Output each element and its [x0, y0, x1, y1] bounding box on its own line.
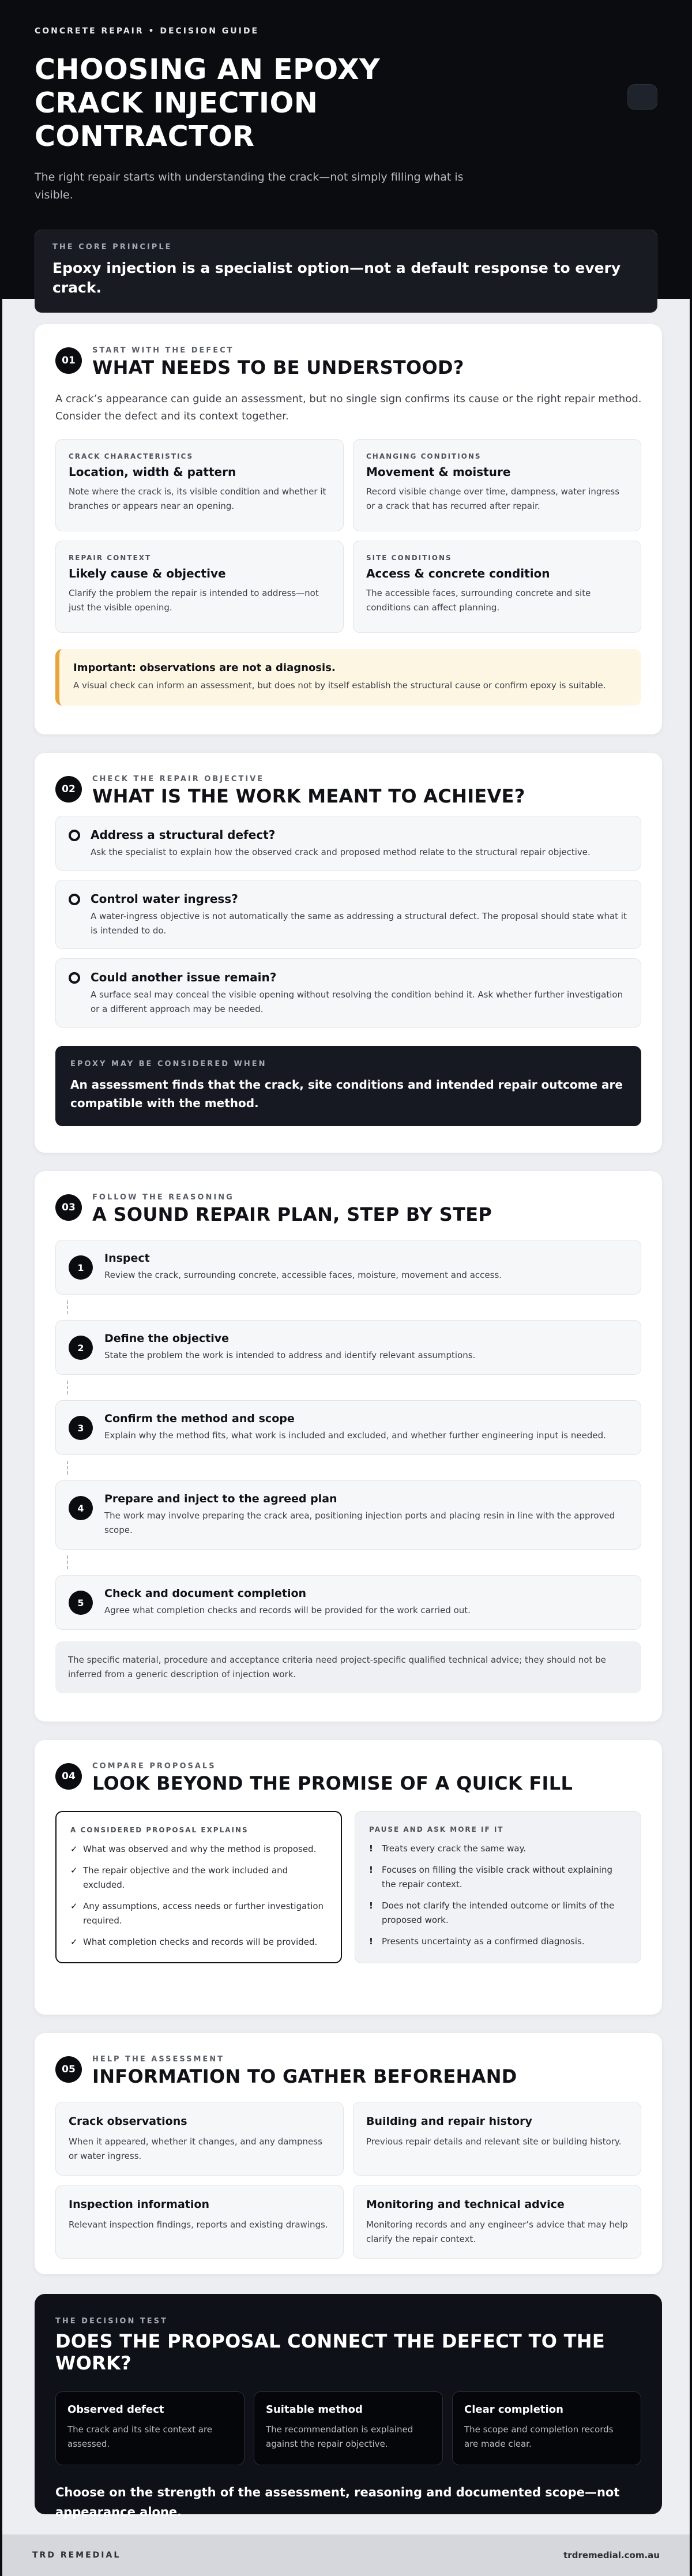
tile-title: Movement & moisture [366, 465, 511, 479]
info-text: Previous repair details and relevant site or building history. [366, 2136, 622, 2147]
step-text: Review the crack, surrounding concrete, accessible faces, moisture, movement and access. [104, 1270, 502, 1280]
core-principle-label: THE CORE PRINCIPLE [52, 243, 172, 252]
tile-changing-conditions [353, 439, 641, 531]
objective-title: Control water ingress? [91, 892, 238, 906]
step-prepare-inject [55, 1480, 641, 1550]
step-number: 1 [69, 1255, 93, 1280]
exclamation-icon: ! [369, 1900, 373, 1911]
decision-tile-text: The recommendation is explained against the repair objective. [266, 2424, 413, 2449]
list-item-text: Focuses on filling the visible crack without explaining the repair context. [382, 1865, 613, 1889]
step-title: Check and document completion [104, 1587, 307, 1600]
tile-eyebrow: CRACK CHARACTERISTICS [69, 452, 194, 460]
decision-eyebrow: THE DECISION TEST [55, 2317, 168, 2326]
notice-text: A visual check can inform an assessment, but does not by itself establish the structural cause or confirm epoxy is suitable. [73, 680, 606, 691]
hero-lead: The right repair starts with understanding the crack—not simply filling what is visible. [35, 171, 464, 201]
info-title: Crack observations [69, 2115, 187, 2128]
step-number: 2 [69, 1336, 93, 1360]
footer-website-link[interactable]: trdremedial.com.au [563, 2550, 660, 2560]
step-number: 4 [69, 1496, 93, 1520]
objective-title: Could another issue remain? [91, 970, 277, 984]
list-item-text: Treats every crack the same way. [382, 1843, 526, 1854]
list-item [70, 1899, 327, 1928]
decision-title: DOES THE PROPOSAL CONNECT THE DEFECT TO THE WORK? [55, 2330, 606, 2374]
info-tile-inspection [55, 2185, 344, 2259]
info-tile-monitoring [353, 2185, 641, 2259]
tile-text: Record visible change over time, dampness, water ingress or a crack that has recurred after repair. [366, 486, 620, 511]
decision-tile-suitable-method [254, 2391, 443, 2465]
section-number-badge: 05 [55, 2056, 82, 2083]
menu-button[interactable] [627, 84, 657, 110]
tile-repair-context [55, 541, 344, 633]
tile-title: Access & concrete condition [366, 567, 550, 580]
decision-summary: Choose on the strength of the assessment, reasoning and documented scope—not appearance alone. [55, 2485, 620, 2519]
step-inspect [55, 1240, 641, 1295]
list-item-text: What was observed and why the method is proposed. [83, 1844, 317, 1854]
callout-eyebrow: EPOXY MAY BE CONSIDERED WHEN [70, 1060, 267, 1068]
footer [2, 2534, 690, 2576]
circle-icon [69, 830, 80, 841]
section-repair-objective [35, 753, 662, 1153]
step-title: Confirm the method and scope [104, 1412, 295, 1425]
objective-item-other-issue [55, 958, 641, 1028]
decision-tile-text: The scope and completion records are made clear. [464, 2424, 614, 2449]
section-title: LOOK BEYOND THE PROMISE OF A QUICK FILL [92, 1772, 573, 1794]
section-eyebrow: START WITH THE DEFECT [92, 346, 234, 355]
step-connector [55, 1295, 641, 1320]
step-number: 5 [69, 1591, 93, 1615]
list-item-text: Presents uncertainty as a confirmed diagnosis. [382, 1936, 585, 1947]
step-text: State the problem the work is intended to address and identify relevant assumptions. [104, 1350, 476, 1360]
list-item [369, 1842, 627, 1856]
step-title: Define the objective [104, 1332, 230, 1345]
section-repair-plan [35, 1171, 662, 1722]
section-number-badge: 03 [55, 1194, 82, 1221]
tile-crack-characteristics [55, 439, 344, 531]
list-item-text: Any assumptions, access needs or further investigation required. [83, 1901, 324, 1926]
list-item-text: What completion checks and records will be provided. [83, 1937, 318, 1947]
list-item-text: Does not clarify the intended outcome or limits of the proposed work. [382, 1900, 615, 1925]
tile-eyebrow: CHANGING CONDITIONS [366, 452, 482, 460]
info-tile-crack-observations [55, 2102, 344, 2176]
step-title: Inspect [104, 1252, 150, 1265]
tile-title: Location, width & pattern [69, 465, 236, 479]
decision-tile-text: The crack and its site context are assessed. [67, 2424, 213, 2449]
decision-tile-observed-defect [55, 2391, 245, 2465]
info-title: Building and repair history [366, 2115, 532, 2128]
info-text: Relevant inspection findings, reports and existing drawings. [69, 2219, 328, 2230]
hero-eyebrow: CONCRETE REPAIR • DECISION GUIDE [35, 27, 260, 36]
step-connector [55, 1375, 641, 1400]
considered-proposal-panel [55, 1811, 342, 1963]
panel-eyebrow: PAUSE AND ASK MORE IF IT [369, 1825, 504, 1833]
step-text: Agree what completion checks and records will be provided for the work carried out. [104, 1605, 471, 1615]
notice-title: Important: observations are not a diagnosis. [73, 662, 336, 674]
tile-text: Note where the crack is, its visible condition and whether it branches or appears near an opening. [69, 486, 326, 511]
objective-text: A surface seal may conceal the visible opening without resolving the condition behind it. Ask whether further investigation or a different approach may be needed. [91, 989, 623, 1014]
step-text: The work may involve preparing the crack area, positioning injection ports and placing resin in line with the approved scope. [104, 1510, 615, 1535]
list-item [369, 1934, 627, 1949]
check-icon: ✓ [70, 1901, 78, 1911]
tile-text: The accessible faces, surrounding concrete and site conditions can affect planning. [366, 588, 591, 613]
important-notice [55, 649, 641, 706]
decision-tile-title: Suitable method [266, 2403, 363, 2416]
decision-tile-clear-completion [452, 2391, 641, 2465]
tile-eyebrow: REPAIR CONTEXT [69, 554, 152, 562]
epoxy-considered-callout [55, 1046, 641, 1126]
exclamation-icon: ! [369, 1936, 373, 1947]
hero [2, 0, 690, 299]
step-number: 3 [69, 1416, 93, 1440]
list-item-text: The repair objective and the work included and excluded. [83, 1865, 288, 1890]
objective-item-structural [55, 816, 641, 871]
section-eyebrow: HELP THE ASSESSMENT [92, 2055, 225, 2064]
section-number-badge: 01 [55, 347, 82, 374]
callout-text: An assessment finds that the crack, site conditions and intended repair outcome are compatible with the method. [70, 1078, 623, 1110]
section-title: WHAT IS THE WORK MEANT TO ACHIEVE? [92, 785, 525, 807]
step-check-document [55, 1575, 641, 1630]
list-item [369, 1899, 627, 1928]
section-understand-defect [35, 324, 662, 734]
list-item [70, 1842, 327, 1857]
section-eyebrow: CHECK THE REPAIR OBJECTIVE [92, 775, 265, 783]
check-icon: ✓ [70, 1844, 78, 1854]
footer-brand: TRD REMEDIAL [32, 2551, 121, 2560]
section-number-badge: 02 [55, 776, 82, 803]
decision-tile-title: Clear completion [464, 2403, 563, 2416]
info-tile-building-history [353, 2102, 641, 2176]
info-title: Inspection information [69, 2198, 209, 2211]
objective-text: A water-ingress objective is not automatically the same as addressing a structural defect. The proposal should state what it is intended to do. [91, 911, 627, 936]
check-icon: ✓ [70, 1865, 78, 1876]
objective-text: Ask the specialist to explain how the observed crack and proposed method relate to the structural repair objective. [91, 847, 591, 857]
circle-icon [69, 972, 80, 984]
tile-title: Likely cause & objective [69, 567, 226, 580]
section-number-badge: 04 [55, 1763, 82, 1790]
section-title: WHAT NEEDS TO BE UNDERSTOOD? [92, 357, 464, 378]
objective-item-water [55, 880, 641, 949]
core-principle-text: Epoxy injection is a specialist option—not a default response to every crack. [52, 260, 621, 296]
tile-site-conditions [353, 541, 641, 633]
step-connector [55, 1455, 641, 1480]
technical-advice-note: The specific material, procedure and acceptance criteria need project-specific qualified technical advice; they should not be inferred from a generic description of injection work. [55, 1641, 641, 1693]
exclamation-icon: ! [369, 1843, 373, 1854]
info-text: Monitoring records and any engineer’s advice that may help clarify the repair context. [366, 2219, 628, 2244]
section-information-gather [35, 2033, 662, 2274]
section-intro: A crack’s appearance can guide an assessment, but no single sign confirms its cause or the right repair method. Consider the defect and its context together. [55, 393, 642, 422]
tile-text: Clarify the problem the repair is intended to address—not just the visible opening. [69, 588, 319, 613]
step-connector [55, 1550, 641, 1575]
section-eyebrow: COMPARE PROPOSALS [92, 1762, 216, 1771]
core-principle-box [35, 230, 657, 313]
decision-test [35, 2294, 662, 2519]
tile-eyebrow: SITE CONDITIONS [366, 554, 452, 562]
info-text: When it appeared, whether it changes, and any dampness or water ingress. [69, 2136, 322, 2161]
list-item [70, 1863, 327, 1892]
step-confirm-method [55, 1400, 641, 1455]
panel-eyebrow: A CONSIDERED PROPOSAL EXPLAINS [70, 1826, 249, 1834]
check-icon: ✓ [70, 1937, 78, 1947]
list-item [369, 1863, 627, 1892]
section-title: INFORMATION TO GATHER BEFOREHAND [92, 2065, 517, 2087]
section-eyebrow: FOLLOW THE REASONING [92, 1193, 234, 1202]
circle-icon [69, 894, 80, 905]
step-define-objective [55, 1320, 641, 1375]
step-text: Explain why the method fits, what work is included and excluded, and whether further engineering input is needed. [104, 1430, 606, 1441]
info-title: Monitoring and technical advice [366, 2198, 565, 2211]
exclamation-icon: ! [369, 1865, 373, 1875]
decision-tile-title: Observed defect [67, 2403, 164, 2416]
section-compare-proposals [35, 1740, 662, 2015]
objective-title: Address a structural defect? [91, 828, 276, 842]
page-title: CHOOSING AN EPOXY CRACK INJECTION CONTRACTOR [35, 53, 381, 153]
list-item [70, 1935, 327, 1949]
warning-signs-panel [355, 1811, 641, 1963]
section-title: A SOUND REPAIR PLAN, STEP BY STEP [92, 1203, 492, 1225]
step-title: Prepare and inject to the agreed plan [104, 1493, 337, 1505]
